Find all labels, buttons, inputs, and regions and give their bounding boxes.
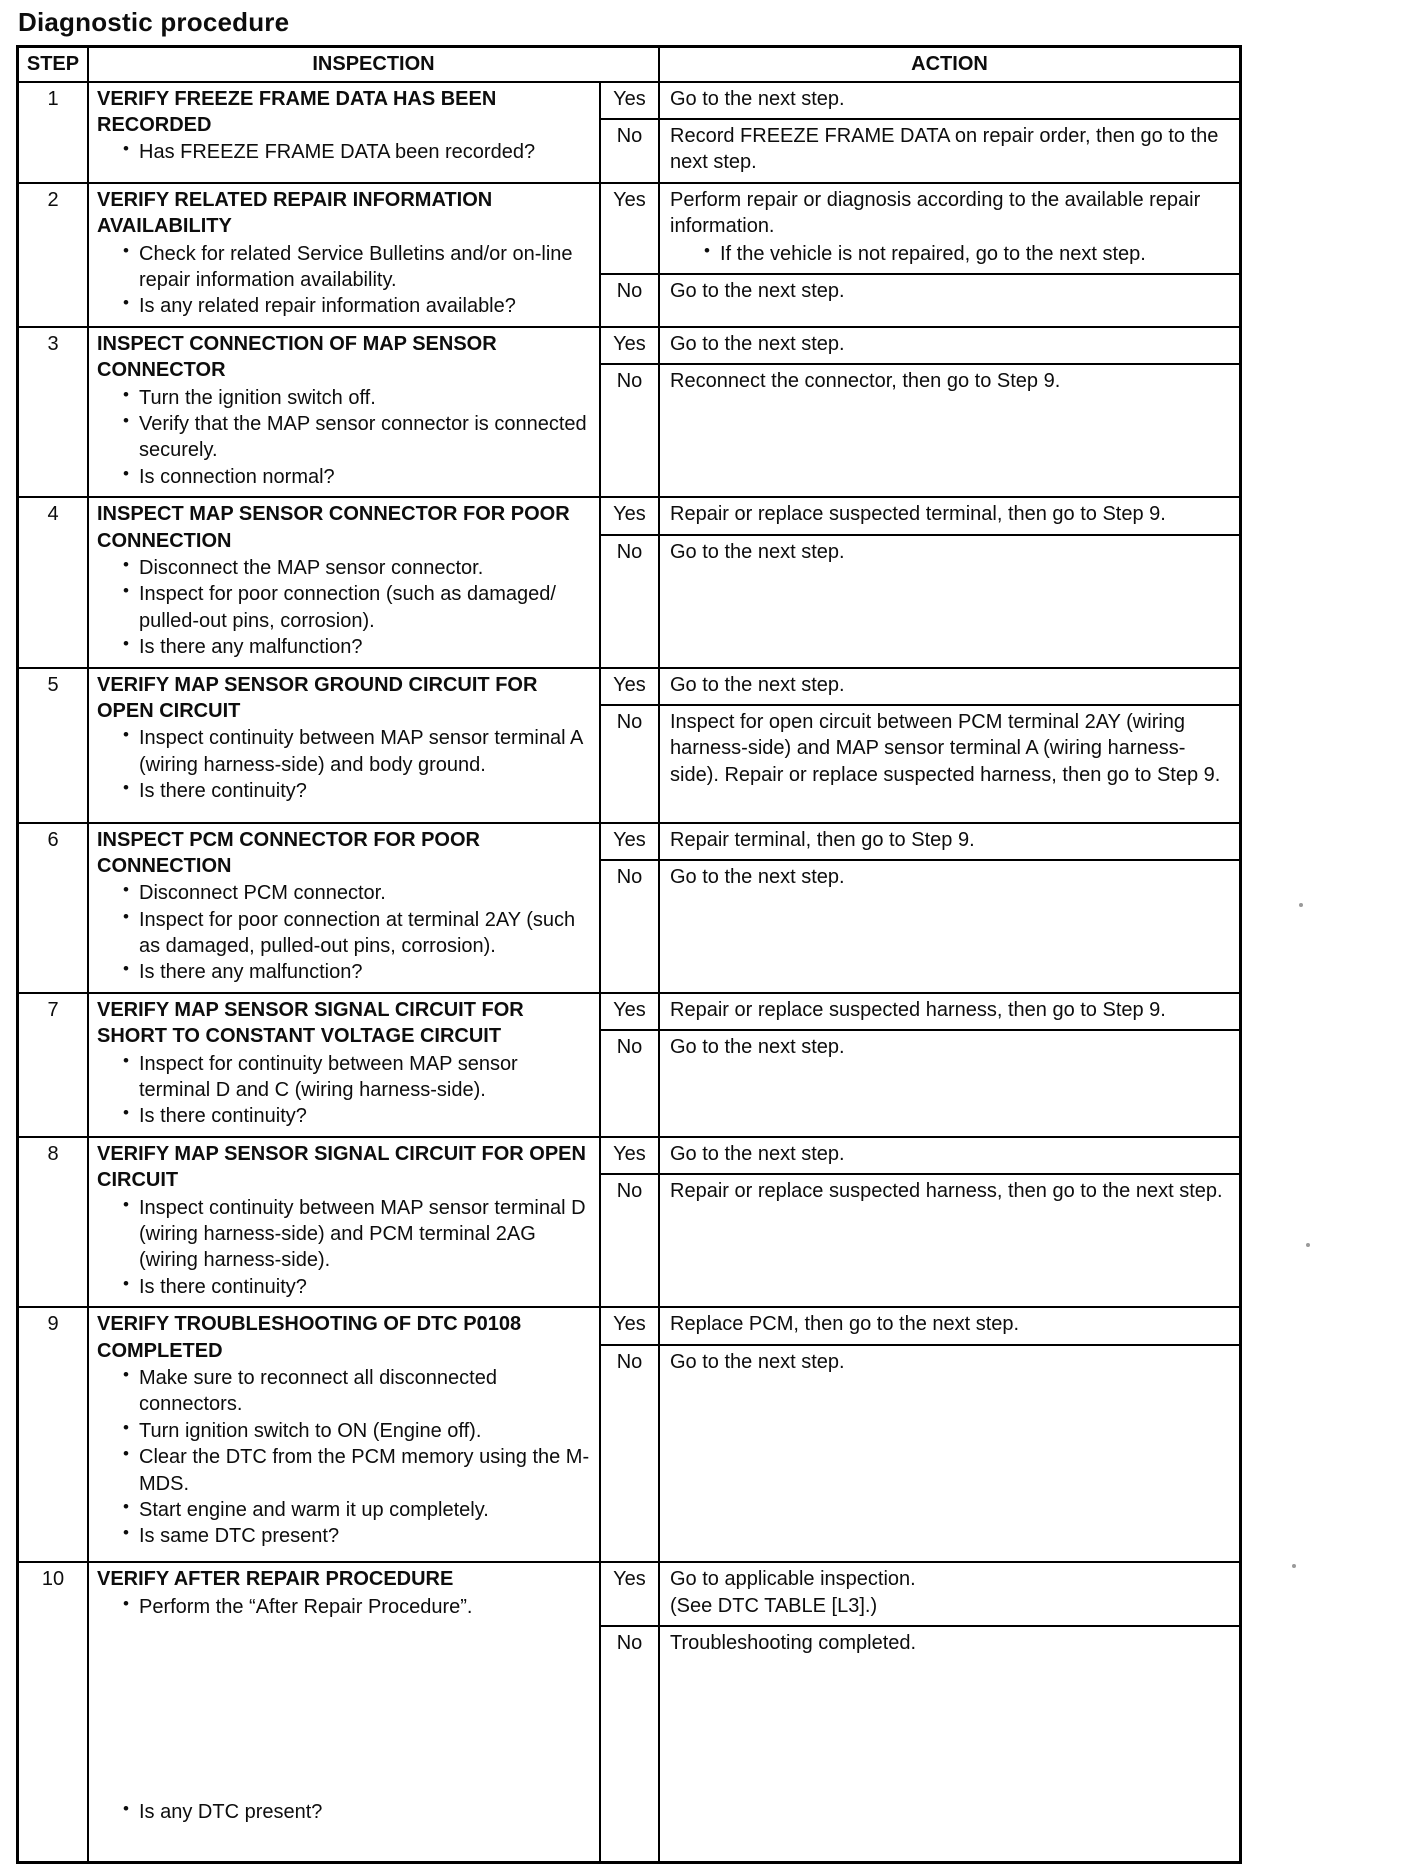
- yes-label: Yes: [601, 1563, 660, 1625]
- yes-label: Yes: [601, 328, 660, 363]
- bullet-text: Turn the ignition switch off.: [139, 386, 376, 409]
- inspection-title: VERIFY MAP SENSOR SIGNAL CIRCUIT FOR SHORT TO CONSTANT VOLTAGE CIRCUIT: [97, 998, 524, 1048]
- step-row: [19, 326, 1239, 496]
- action-text: [660, 861, 1239, 992]
- actions-cell: [601, 1138, 1239, 1306]
- no-label: No: [601, 365, 660, 496]
- bullet-text: Disconnect the MAP sensor connector.: [139, 556, 484, 579]
- bullet-icon: •: [123, 1798, 129, 1818]
- bullet-text: Is connection normal?: [139, 465, 335, 488]
- bullet-item: [97, 907, 591, 960]
- action-text: [660, 120, 1239, 182]
- action-line: Go to the next step.: [670, 87, 845, 110]
- action-row: [601, 1173, 1239, 1306]
- action-text: [660, 328, 1239, 363]
- action-line: Repair or replace suspected harness, then go to Step 9.: [670, 998, 1166, 1021]
- action-row: [601, 669, 1239, 704]
- bullet-text: Is any DTC present?: [139, 1800, 323, 1823]
- bullet-icon: •: [123, 1273, 129, 1293]
- step-number: 2: [19, 184, 89, 326]
- inspection-cell: [89, 669, 601, 822]
- inspection-cell: [89, 994, 601, 1136]
- bullet-text: Is any related repair information available?: [139, 295, 516, 318]
- no-label: No: [601, 1031, 660, 1136]
- bullet-list: [97, 139, 591, 165]
- bullet-icon: •: [123, 139, 129, 159]
- step-row: [19, 496, 1239, 666]
- action-line: Repair terminal, then go to Step 9.: [670, 828, 975, 851]
- inspection-cell: [89, 1138, 601, 1306]
- no-label: No: [601, 706, 660, 822]
- action-text: [660, 498, 1239, 533]
- bullet-icon: •: [704, 240, 710, 260]
- inspection-cell: [89, 83, 601, 182]
- bullet-list: [97, 1195, 591, 1301]
- no-label: No: [601, 1627, 660, 1861]
- actions-cell: [601, 1563, 1239, 1861]
- bullet-list: [97, 725, 591, 804]
- yes-label: Yes: [601, 498, 660, 533]
- header-action: ACTION: [911, 53, 988, 76]
- bullet-list: [97, 385, 591, 491]
- yes-label: Yes: [601, 1138, 660, 1173]
- action-text: [660, 824, 1239, 859]
- bullet-item: [97, 411, 591, 464]
- bullet-icon: •: [123, 384, 129, 404]
- bullet-icon: •: [123, 725, 129, 745]
- bullet-item: [97, 880, 591, 906]
- yes-label: Yes: [601, 669, 660, 704]
- bullet-icon: •: [123, 581, 129, 601]
- inspection-title: INSPECT CONNECTION OF MAP SENSOR CONNECTOR: [97, 332, 497, 382]
- inspection-title: VERIFY MAP SENSOR GROUND CIRCUIT FOR OPEN CIRCUIT: [97, 673, 538, 722]
- bullet-icon: •: [123, 880, 129, 900]
- bullet-icon: •: [123, 463, 129, 483]
- action-row: [601, 363, 1239, 496]
- action-row: [601, 534, 1239, 667]
- action-line: Inspect for open circuit between PCM terminal 2AY (wiring harness-side) and MAP sensor terminal A (wiring harness-side). Repair or replace suspected harness, then go to Step 9.: [670, 710, 1221, 786]
- step-row: [19, 1136, 1239, 1306]
- action-text: [660, 706, 1239, 822]
- bullet-item: [97, 385, 591, 411]
- action-row: [601, 328, 1239, 363]
- bullet-text: Inspect continuity between MAP sensor terminal A (wiring harness-side) and body ground.: [139, 727, 583, 776]
- actions-cell: [601, 184, 1239, 326]
- action-line: Record FREEZE FRAME DATA on repair order, then go to the next step.: [670, 125, 1219, 174]
- actions-cell: [601, 994, 1239, 1136]
- action-line: Go to the next step.: [670, 332, 845, 355]
- action-line: Perform repair or diagnosis according to the available repair information.: [670, 188, 1201, 238]
- actions-cell: [601, 328, 1239, 496]
- action-text: [660, 1175, 1239, 1306]
- bullet-text: Perform the “After Repair Procedure”.: [139, 1595, 473, 1618]
- bullet-icon: •: [123, 1417, 129, 1437]
- inspection-title: VERIFY AFTER REPAIR PROCEDURE: [97, 1568, 454, 1591]
- bullet-list: [97, 1799, 591, 1855]
- bullet-item: [97, 1497, 591, 1523]
- bullet-item: [97, 293, 591, 319]
- bullet-item: [97, 778, 591, 804]
- action-text: [660, 1308, 1239, 1343]
- bullet-text: Is there any malfunction?: [139, 636, 363, 659]
- bullet-icon: •: [123, 554, 129, 574]
- bullet-list: [97, 1365, 591, 1550]
- bullet-icon: •: [123, 1364, 129, 1384]
- bullet-list: [670, 241, 1231, 267]
- inspection-cell: [89, 328, 601, 496]
- no-label: No: [601, 536, 660, 667]
- bullet-text: Inspect continuity between MAP sensor terminal D (wiring harness-side) and PCM terminal 2AG (wiring harness-side).: [139, 1196, 586, 1272]
- action-row: [601, 118, 1239, 182]
- bullet-item: [97, 1418, 591, 1444]
- action-text: [660, 1627, 1239, 1861]
- inspection-title: VERIFY TROUBLESHOOTING OF DTC P0108 COMPLETED: [97, 1313, 522, 1362]
- inspection-cell: [89, 1308, 601, 1561]
- action-row: [601, 1563, 1239, 1625]
- no-label: No: [601, 861, 660, 992]
- step-row: [19, 1306, 1239, 1561]
- bullet-icon: •: [123, 1496, 129, 1516]
- action-line: Go to the next step.: [670, 1142, 845, 1165]
- action-row: [601, 184, 1239, 273]
- yes-label: Yes: [601, 994, 660, 1029]
- bullet-list: [97, 1594, 591, 1620]
- no-label: No: [601, 1346, 660, 1562]
- bullet-item: [97, 1523, 591, 1549]
- step-row: [19, 81, 1239, 182]
- bullet-text: Is there continuity?: [139, 1105, 307, 1128]
- inspection-title: VERIFY MAP SENSOR SIGNAL CIRCUIT FOR OPEN CIRCUIT: [97, 1142, 586, 1192]
- action-line: Go to the next step.: [670, 280, 845, 303]
- page-title: Diagnostic procedure: [18, 7, 290, 37]
- no-label: No: [601, 275, 660, 326]
- action-row: [601, 273, 1239, 326]
- step-row: [19, 667, 1239, 822]
- action-row: [601, 1138, 1239, 1173]
- bullet-item: [97, 581, 591, 634]
- yes-label: Yes: [601, 1308, 660, 1343]
- step-row: [19, 992, 1239, 1136]
- bullet-item: [97, 139, 591, 165]
- bullet-item: [97, 1103, 591, 1129]
- action-row: [601, 859, 1239, 992]
- action-row: [601, 1625, 1239, 1861]
- action-text: [660, 994, 1239, 1029]
- bullet-icon: •: [123, 1444, 129, 1464]
- action-text: [660, 275, 1239, 326]
- inspection-cell: [89, 498, 601, 666]
- bullet-text: Make sure to reconnect all disconnected connectors.: [139, 1366, 497, 1416]
- bullet-text: Is same DTC present?: [139, 1525, 340, 1548]
- header-step: STEP: [19, 48, 89, 80]
- step-number: 1: [19, 83, 89, 182]
- bullet-item: [97, 464, 591, 490]
- action-text: [660, 184, 1239, 273]
- step-row: [19, 182, 1239, 326]
- action-line: Replace PCM, then go to the next step.: [670, 1313, 1020, 1336]
- action-text: [660, 1563, 1239, 1625]
- bullet-text: Inspect for continuity between MAP sensor terminal D and C (wiring harness-side).: [139, 1052, 518, 1102]
- action-text: [660, 83, 1239, 118]
- bullet-text: Inspect for poor connection (such as damaged/ pulled-out pins, corrosion).: [139, 583, 556, 632]
- action-text: [660, 1031, 1239, 1136]
- bullet-item: [97, 1195, 591, 1274]
- table-header-row: [19, 48, 1239, 80]
- action-row: [601, 824, 1239, 859]
- bullet-item: [97, 555, 591, 581]
- bullet-item: [97, 634, 591, 660]
- inspection-cell: [89, 1563, 601, 1861]
- no-label: No: [601, 1175, 660, 1306]
- action-line: Go to the next step.: [670, 1350, 845, 1373]
- bullet-item: [97, 241, 591, 294]
- action-row: [601, 704, 1239, 822]
- bullet-list: [97, 555, 591, 661]
- action-row: [601, 994, 1239, 1029]
- action-text: [660, 1138, 1239, 1173]
- bullet-text: Inspect for poor connection at terminal 2AY (such as damaged, pulled-out pins, corrosion).: [139, 908, 576, 958]
- action-row: [601, 83, 1239, 118]
- scan-artifact: [1292, 1564, 1296, 1568]
- bullet-text: Turn ignition switch to ON (Engine off).: [139, 1419, 482, 1442]
- action-text: [660, 536, 1239, 667]
- bullet-item: [97, 1365, 591, 1418]
- diagnostic-table: [16, 45, 1242, 1864]
- bullet-icon: •: [123, 634, 129, 654]
- actions-cell: [601, 498, 1239, 666]
- action-line: Go to the next step.: [670, 1036, 845, 1059]
- action-line: Go to the next step.: [670, 540, 845, 563]
- inspection-title: INSPECT MAP SENSOR CONNECTOR FOR POOR CONNECTION: [97, 503, 570, 552]
- bullet-text: Is there any malfunction?: [139, 961, 363, 984]
- bullet-icon: •: [123, 293, 129, 313]
- scan-artifact: [1306, 1243, 1310, 1247]
- bullet-item: [97, 959, 591, 985]
- bullet-text: Check for related Service Bulletins and/or on-line repair information availability.: [139, 242, 573, 292]
- scan-artifact: [1299, 903, 1303, 907]
- bullet-list: [97, 880, 591, 986]
- inspection-cell: [89, 184, 601, 326]
- action-row: [601, 498, 1239, 533]
- inspection-title: VERIFY RELATED REPAIR INFORMATION AVAILABILITY: [97, 188, 493, 238]
- action-row: [601, 1029, 1239, 1136]
- action-line: Repair or replace suspected terminal, then go to Step 9.: [670, 503, 1166, 526]
- bullet-icon: •: [123, 1194, 129, 1214]
- action-text: [660, 365, 1239, 496]
- actions-cell: [601, 83, 1239, 182]
- action-line: Repair or replace suspected harness, then go to the next step.: [670, 1180, 1223, 1203]
- bullet-text: Has FREEZE FRAME DATA been recorded?: [139, 141, 536, 164]
- step-number: 4: [19, 498, 89, 666]
- step-row: [19, 822, 1239, 992]
- action-line: Go to applicable inspection.: [670, 1568, 916, 1591]
- step-number: 6: [19, 824, 89, 992]
- yes-label: Yes: [601, 184, 660, 273]
- action-line: (See DTC TABLE [L3].): [670, 1594, 878, 1617]
- bullet-item: [97, 1594, 591, 1620]
- step-number: 10: [19, 1563, 89, 1861]
- bullet-icon: •: [123, 1523, 129, 1543]
- step-number: 3: [19, 328, 89, 496]
- bullet-item: [678, 241, 1231, 267]
- bullet-icon: •: [123, 411, 129, 430]
- bullet-item: [97, 1799, 591, 1825]
- bullet-item: [97, 725, 591, 778]
- actions-cell: [601, 824, 1239, 992]
- bullet-text: Is there continuity?: [139, 1275, 307, 1298]
- action-line: Troubleshooting completed.: [670, 1631, 917, 1654]
- bullet-item: [97, 1274, 591, 1300]
- bullet-text: Clear the DTC from the PCM memory using the M-MDS.: [139, 1446, 590, 1495]
- step-number: 9: [19, 1308, 89, 1561]
- actions-cell: [601, 669, 1239, 822]
- bullet-icon: •: [123, 906, 129, 926]
- bullet-icon: •: [123, 778, 129, 798]
- bullet-icon: •: [123, 240, 129, 260]
- yes-label: Yes: [601, 824, 660, 859]
- no-label: No: [601, 120, 660, 182]
- bullet-icon: •: [123, 959, 129, 979]
- bullet-icon: •: [123, 1593, 129, 1613]
- action-row: [601, 1308, 1239, 1343]
- bullet-icon: •: [123, 1050, 129, 1070]
- action-line: Go to the next step.: [670, 673, 845, 696]
- actions-cell: [601, 1308, 1239, 1561]
- bullet-text: Is there continuity?: [139, 780, 307, 803]
- action-row: [601, 1344, 1239, 1562]
- action-line: Reconnect the connector, then go to Step 9.: [670, 370, 1061, 393]
- bullet-text: If the vehicle is not repaired, go to the next step.: [720, 242, 1146, 265]
- bullet-item: [97, 1444, 591, 1497]
- step-number: 5: [19, 669, 89, 822]
- bullet-text: Start engine and warm it up completely.: [139, 1498, 489, 1521]
- action-text: [660, 1346, 1239, 1562]
- bullet-text: Disconnect PCM connector.: [139, 882, 386, 905]
- header-inspection: INSPECTION: [89, 48, 660, 80]
- inspection-title: VERIFY FREEZE FRAME DATA HAS BEEN RECORDED: [97, 87, 497, 137]
- inspection-title: INSPECT PCM CONNECTOR FOR POOR CONNECTION: [97, 828, 480, 877]
- bullet-item: [97, 1051, 591, 1104]
- action-line: Go to the next step.: [670, 865, 845, 888]
- action-text: [660, 669, 1239, 704]
- yes-label: Yes: [601, 83, 660, 118]
- step-number: 8: [19, 1138, 89, 1306]
- bullet-text: Verify that the MAP sensor connector is connected securely.: [139, 413, 587, 462]
- step-number: 7: [19, 994, 89, 1136]
- bullet-icon: •: [123, 1103, 129, 1123]
- table-body: [19, 81, 1239, 1861]
- step-row: [19, 1561, 1239, 1861]
- bullet-list: [97, 241, 591, 320]
- inspection-cell: [89, 824, 601, 992]
- bullet-list: [97, 1051, 591, 1130]
